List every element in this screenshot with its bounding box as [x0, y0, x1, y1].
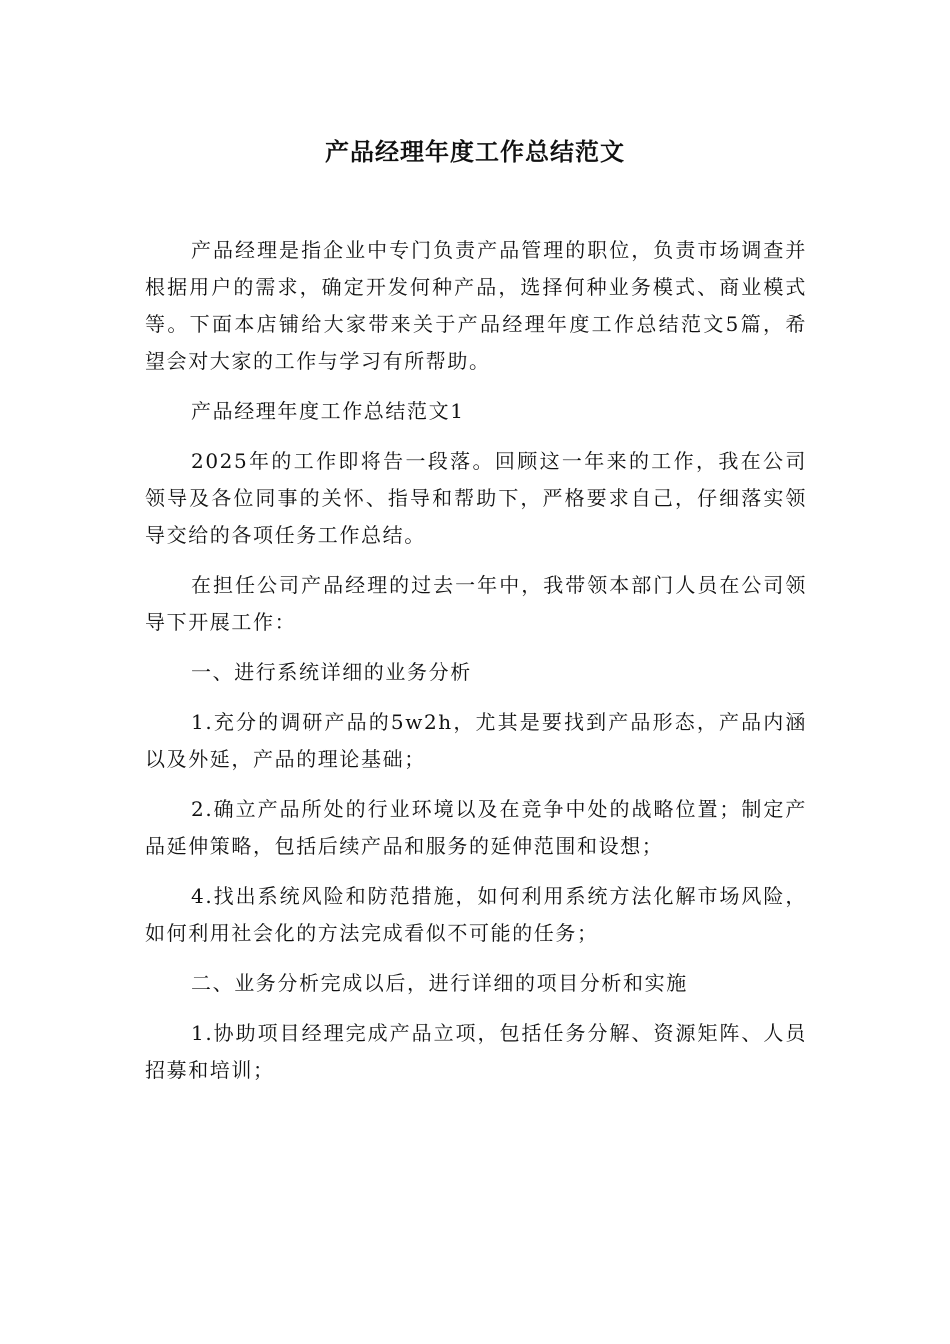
intro-paragraph: 产品经理是指企业中专门负责产品管理的职位，负责市场调查并根据用户的需求，确定开发何种产品，选择何种业务模式、商业模式等。下面本店铺给大家带来关于产品经理年度工作总结范文5篇，希望会对大家的工作与学习有所帮助。	[145, 238, 807, 373]
body-paragraph: 在担任公司产品经理的过去一年中，我带领本部门人员在公司领导下开展工作：	[145, 573, 807, 634]
list-item: 2.确立产品所处的行业环境以及在竞争中处的战略位置；制定产品延伸策略，包括后续产品和服务的延伸范围和设想；	[145, 797, 807, 858]
list-item: 1.充分的调研产品的5w2h，尤其是要找到产品形态，产品内涵以及外延，产品的理论基础；	[145, 710, 807, 771]
document-title: 产品经理年度工作总结范文	[325, 137, 625, 166]
section-heading-1: 产品经理年度工作总结范文1	[191, 399, 465, 423]
list-item: 4.找出系统风险和防范措施，如何利用系统方法化解市场风险，如何利用社会化的方法完成看似不可能的任务；	[145, 884, 807, 945]
list-item: 1.协助项目经理完成产品立项，包括任务分解、资源矩阵、人员招募和培训；	[145, 1021, 807, 1082]
body-paragraph: 2025年的工作即将告一段落。回顾这一年来的工作，我在公司领导及各位同事的关怀、指导和帮助下，严格要求自己，仔细落实领导交给的各项任务工作总结。	[145, 449, 807, 547]
subheading-business-analysis: 一、进行系统详细的业务分析	[191, 660, 472, 684]
document-body	[145, 232, 807, 1102]
subheading-project-analysis: 二、业务分析完成以后，进行详细的项目分析和实施	[191, 971, 688, 995]
